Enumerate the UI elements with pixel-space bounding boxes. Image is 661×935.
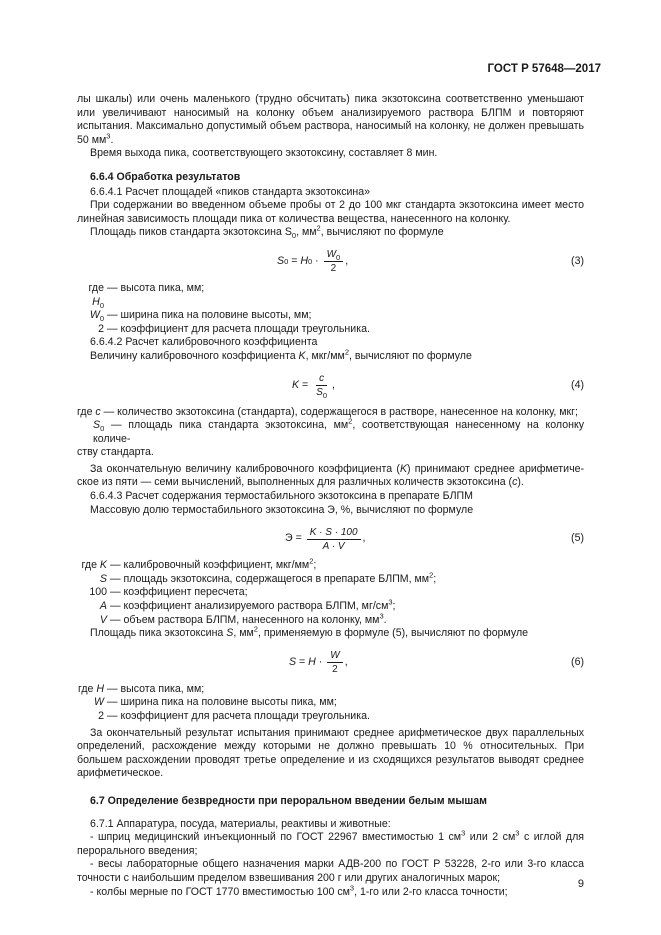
text: ; [392, 600, 396, 613]
text: — калибровочный коэффициент, мкг/мм [107, 559, 310, 572]
formula-4 [77, 368, 584, 404]
formula-symbol: W [89, 309, 100, 322]
numerator: K · S · 100 [307, 526, 361, 540]
where-text: — коэффициент пересчета; [107, 586, 248, 599]
where-text [107, 570, 584, 587]
where-line [77, 406, 584, 420]
formula-symbol: H [96, 682, 104, 695]
subsection-6-6-4-2: 6.6.4.2 Расчет калибровочного коэффициента [90, 336, 318, 349]
list-item: - весы лабораторные общего назначения марки АДВ-200 по ГОСТ Р 53228, 2-го или 3-го класса точности с наибольшим пределом взвешивания 200 г или других аналогичных марок; [77, 858, 584, 884]
subsection-6-7-1: 6.7.1 Аппаратура, посуда, материалы, реактивы и животные: [90, 817, 391, 830]
superscript: 3 [515, 828, 520, 838]
text: — объем раствора БЛПМ, нанесенного на колонку, мм [107, 613, 380, 626]
list-item [77, 883, 584, 900]
subscript: 0 [291, 231, 297, 241]
where-row [77, 556, 584, 573]
equals-sign: = [288, 255, 301, 268]
formula-symbol: c [95, 405, 101, 418]
denominator: 2 [332, 664, 338, 676]
comma: , [332, 378, 335, 391]
formula-symbol: S [316, 387, 323, 398]
formula-5 [77, 521, 584, 557]
superscript: 2 [348, 416, 353, 426]
text: . [110, 133, 114, 146]
where-label [77, 559, 107, 573]
paragraph-continuation [77, 93, 584, 147]
text: , вычисляют по формуле [320, 226, 444, 239]
text: где [77, 405, 96, 418]
superscript: 3 [461, 828, 466, 838]
text: — площадь экзотоксина, содержащегося в препарате БЛПМ, мм [107, 572, 430, 585]
subsection-6-6-4-1: 6.6.4.1 Расчет площадей «пиков стандарта экзотоксина» [90, 185, 371, 198]
formula-symbol: W [94, 696, 104, 709]
where-text: — ширина пика на половине высоты, мм; [104, 309, 312, 322]
numerator [316, 372, 327, 386]
text: , 1-го или 2-го класса точности; [354, 885, 508, 898]
text: , соответствующая нанесенному на колонку количе- [93, 419, 584, 445]
where-label [77, 683, 104, 697]
page-number: 9 [577, 878, 584, 890]
formula-symbol: A [99, 600, 107, 613]
where-label: 100 [89, 586, 107, 599]
text: За окончательную величину калибровочного коэффициента ( [90, 462, 400, 475]
paragraph-linear: При содержании во введенном объеме пробы от 2 до 100 мкг стандарта экзотоксина имеет место линейная зависимость площади пика от количества вещества, нанесенного на колонку. [77, 199, 584, 225]
where-label: 2 [98, 710, 104, 722]
where-line [77, 416, 584, 446]
formula-symbol: S [277, 255, 285, 268]
equals-sign: = [296, 656, 309, 669]
where-text [107, 597, 584, 614]
formula-symbol: H [300, 255, 308, 268]
where-row [77, 597, 584, 614]
text: ) принимают среднее арифметическое из пяти — семи вычислений, выполненных для различных количеств экзотоксина ( [77, 462, 585, 489]
superscript: 2 [316, 223, 321, 233]
formula-number: (5) [571, 532, 584, 545]
formula-symbol: K [399, 462, 408, 475]
where-row [77, 282, 584, 309]
subscript: 0 [99, 300, 104, 310]
text: где [77, 682, 97, 695]
formula-symbol: H [92, 295, 100, 308]
where-row [77, 683, 584, 697]
text: - колбы мерные по ГОСТ 1770 вместимостью 100 см [90, 885, 350, 898]
formula-3 [77, 244, 584, 280]
where-row [77, 611, 584, 628]
where-label [77, 600, 107, 614]
list-item [77, 828, 585, 858]
multiply-dot: · [315, 656, 326, 669]
text: где [81, 559, 100, 572]
text: , мкг/мм [305, 349, 345, 362]
text: — коэффициент анализируемого раствора БЛПМ, мг/см [107, 600, 389, 613]
text: где [88, 281, 104, 294]
formula-symbol: W [330, 650, 340, 662]
where-label [77, 282, 104, 309]
where-text: — коэффициент для расчета площади треугольника. [104, 710, 370, 722]
text: , мм [233, 627, 254, 640]
where-label [77, 309, 104, 323]
where-label [77, 573, 107, 587]
formula-symbol: K [99, 559, 107, 572]
subsection-6-6-4-3: 6.6.4.3 Расчет содержания термостабильного экзотоксина в препарате БЛПМ [90, 490, 473, 503]
text: лы шкалы) или очень маленького (трудно обсчитать) пика экзотоксина соответственно уменьшают или увеличивают наносимый на колонку объем анализируемого раствора БЛПМ и повторяют испытания. Максимально допустимый объем раствора, наносимый на колонку, не должен превышать 50 мм [77, 93, 584, 146]
fraction [324, 248, 344, 275]
standard-header: ГОСТ Р 57648—2017 [487, 63, 601, 75]
where-label: 2 [98, 322, 104, 335]
text: — количество экзотоксина (стандарта), содержащегося в растворе, нанесенное на колонку, мкг; [100, 405, 578, 418]
section-heading-6-7: 6.7 Определение безвредности при пероральном введении белым мышам [90, 794, 487, 807]
paragraph-calib-intro [77, 347, 584, 364]
formula-5-expression [285, 521, 365, 557]
where-text: — высота пика, мм; [104, 281, 205, 294]
formula-symbol: S [226, 627, 234, 640]
where-row [77, 696, 584, 710]
where-text: — ширина пика на половине высоты пика, мм; [104, 696, 337, 709]
formula-symbol: S [289, 656, 297, 669]
formula-symbol: K [292, 378, 300, 391]
formula-6 [77, 645, 584, 681]
text: . [383, 613, 387, 626]
superscript: 3 [106, 131, 111, 141]
formula-symbol: H [308, 656, 316, 669]
text: , мм [296, 226, 317, 239]
superscript: 2 [429, 570, 434, 580]
formula-3-expression: S 0 = H 0 · $\frac{W_0}{2}$ , [277, 249, 349, 275]
denominator [313, 386, 330, 399]
equals-sign: = [292, 532, 305, 545]
paragraph-area-s-intro [77, 624, 584, 641]
where-label [77, 696, 104, 710]
superscript: 3 [388, 597, 393, 607]
text: , применяемую в формуле (5), вычисляют по формуле [257, 627, 529, 640]
comma: , [345, 255, 349, 268]
formula-symbol: S [93, 419, 101, 432]
text: Площадь пика экзотоксина [90, 627, 227, 640]
denominator: 2 [330, 263, 337, 275]
formula-symbol: S [99, 572, 107, 585]
where-row [77, 586, 584, 600]
formula-6-expression [289, 645, 348, 681]
formula-symbol: W [326, 249, 337, 261]
where-label [77, 614, 107, 628]
formula-symbol: c [319, 373, 325, 384]
formula-symbol: K [298, 349, 306, 362]
where-row [77, 323, 584, 337]
superscript: 3 [349, 883, 355, 892]
text: Величину калибровочного коэффициента [90, 349, 299, 362]
fraction [313, 372, 330, 399]
formula-symbol: V [99, 613, 107, 626]
formula-number: (6) [571, 655, 584, 668]
fraction [307, 526, 361, 553]
formula-number: (3) [571, 254, 584, 267]
formula-symbol: c [512, 476, 518, 489]
where-line-continuation: ству стандарта. [77, 446, 154, 459]
subscript: 0 [322, 391, 327, 400]
text: - шприц медицинский инъекционный по ГОСТ 22967 вместимостью 1 см [90, 831, 462, 844]
text: или 2 см [465, 831, 516, 844]
paragraph-time: Время выхода пика, соответствующего экзотоксину, составляет 8 мин. [90, 147, 438, 160]
where-row [77, 309, 584, 323]
where-text [107, 556, 584, 573]
where-row [77, 570, 584, 587]
superscript: 2 [344, 347, 349, 357]
where-text: — коэффициент для расчета площади треугольника. [104, 322, 370, 335]
numerator [327, 649, 342, 663]
subscript: 0 [99, 314, 104, 324]
page-content [77, 93, 584, 899]
superscript: 3 [379, 611, 384, 621]
formula-4-expression [292, 368, 335, 404]
fraction [327, 649, 342, 676]
paragraph-final-result: За окончательный результат испытания принимают среднее арифметическое двух параллельных определений, расхождение между которыми не должно превышать 10 % относительных. При большем расхождении проводят третье определение и из сходящихся результатов выводят среднее арифметическое. [77, 726, 584, 780]
subscript: 0 [100, 424, 105, 434]
equals-sign: = [299, 378, 312, 391]
superscript: 2 [253, 624, 258, 634]
text: ). [517, 476, 524, 489]
text: , вычисляют по формуле [348, 349, 472, 362]
text: ; [433, 572, 437, 585]
numerator [324, 248, 344, 262]
comma: , [362, 532, 366, 545]
comma: , [344, 656, 348, 669]
text: ; [313, 559, 317, 572]
where-row [77, 710, 584, 724]
section-heading-6-6-4: 6.6.4 Обработка результатов [90, 170, 241, 183]
text: Площадь пиков стандарта экзотоксина S [90, 226, 292, 239]
paragraph-mass-intro: Массовую долю термостабильного экзотоксина Э, %, вычисляют по формуле [90, 503, 474, 516]
where-text: — высота пика, мм; [104, 682, 205, 695]
multiply-dot: · [312, 255, 322, 268]
superscript: 2 [309, 556, 314, 566]
formula-symbol: Э [285, 532, 293, 545]
paragraph-final-k [77, 463, 584, 490]
text: — площадь пика стандарта экзотоксина, мм [104, 419, 349, 432]
subscript: 0 [336, 253, 341, 263]
where-text [107, 611, 584, 628]
formula-number: (4) [571, 378, 584, 391]
text: с иглой для перорального введения; [77, 831, 585, 857]
paragraph-area-intro [77, 223, 584, 241]
denominator: A · V [322, 540, 345, 552]
